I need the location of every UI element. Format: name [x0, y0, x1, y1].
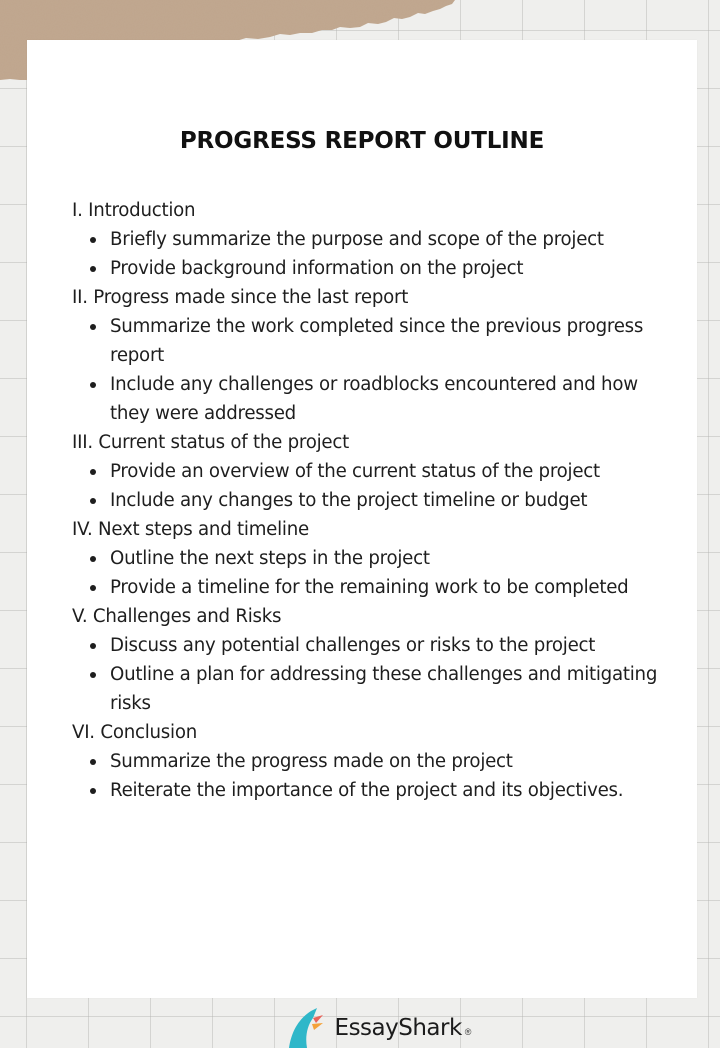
page-title: PROGRESS REPORT OUTLINE [179, 128, 545, 154]
section-bullets [72, 312, 682, 428]
bullet-text: Outline the next steps in the project [110, 548, 430, 569]
list-item [110, 254, 682, 283]
shark-fin-icon [283, 1004, 333, 1048]
bullet-icon [90, 585, 96, 591]
bullet-text: Include any challenges or roadblocks encountered and how they were addressed [110, 374, 638, 424]
bullet-text: Provide background information on the project [110, 258, 524, 279]
logo-wordmark: EssayShark [334, 1015, 462, 1041]
outline-section-progress [72, 283, 682, 428]
bullet-icon [90, 643, 96, 649]
outline-section-next-steps [72, 515, 682, 602]
bullet-icon [90, 324, 96, 330]
section-bullets [72, 544, 682, 602]
section-heading: V. Challenges and Risks [72, 606, 282, 627]
bullet-icon [90, 498, 96, 504]
bullet-text: Reiterate the importance of the project and its objectives. [110, 780, 624, 801]
list-item [110, 776, 682, 805]
section-heading: I. Introduction [72, 200, 196, 221]
bullet-icon [90, 237, 96, 243]
outline-card [27, 40, 697, 998]
bullet-text: Summarize the work completed since the previous progress report [110, 316, 644, 366]
section-bullets [72, 631, 682, 718]
bullet-text: Discuss any potential challenges or risks to the project [110, 635, 596, 656]
bullet-text: Include any changes to the project timeline or budget [110, 490, 588, 511]
bullet-icon [90, 788, 96, 794]
bullet-icon [90, 556, 96, 562]
list-item [110, 747, 682, 776]
list-item [110, 225, 682, 254]
outline-section-conclusion [72, 718, 682, 805]
section-heading: VI. Conclusion [72, 722, 197, 743]
bullet-text: Summarize the progress made on the project [110, 751, 513, 772]
list-item [110, 486, 682, 515]
section-bullets [72, 225, 682, 283]
bullet-text: Provide a timeline for the remaining work to be completed [110, 577, 629, 598]
outline-section-current-status [72, 428, 682, 515]
section-bullets [72, 457, 682, 515]
outline-list [72, 196, 682, 805]
outline-section-challenges-risks [72, 602, 682, 718]
bullet-text: Provide an overview of the current status of the project [110, 461, 600, 482]
section-heading: IV. Next steps and timeline [72, 519, 309, 540]
bullet-icon [90, 382, 96, 388]
bullet-text: Briefly summarize the purpose and scope of the project [110, 229, 604, 250]
list-item [110, 312, 682, 370]
bullet-icon [90, 759, 96, 765]
section-heading: III. Current status of the project [72, 432, 349, 453]
essayshark-logo[interactable] [283, 1004, 472, 1048]
section-heading: II. Progress made since the last report [72, 287, 409, 308]
outline-section-introduction [72, 196, 682, 283]
list-item [110, 660, 682, 718]
bullet-text: Outline a plan for addressing these challenges and mitigating risks [110, 664, 658, 714]
registered-mark: ® [464, 1027, 472, 1037]
bullet-icon [90, 469, 96, 475]
list-item [110, 457, 682, 486]
section-bullets [72, 747, 682, 805]
list-item [110, 573, 682, 602]
bullet-icon [90, 266, 96, 272]
list-item [110, 370, 682, 428]
brand-footer [0, 1004, 720, 1048]
list-item [110, 631, 682, 660]
list-item [110, 544, 682, 573]
bullet-icon [90, 672, 96, 678]
